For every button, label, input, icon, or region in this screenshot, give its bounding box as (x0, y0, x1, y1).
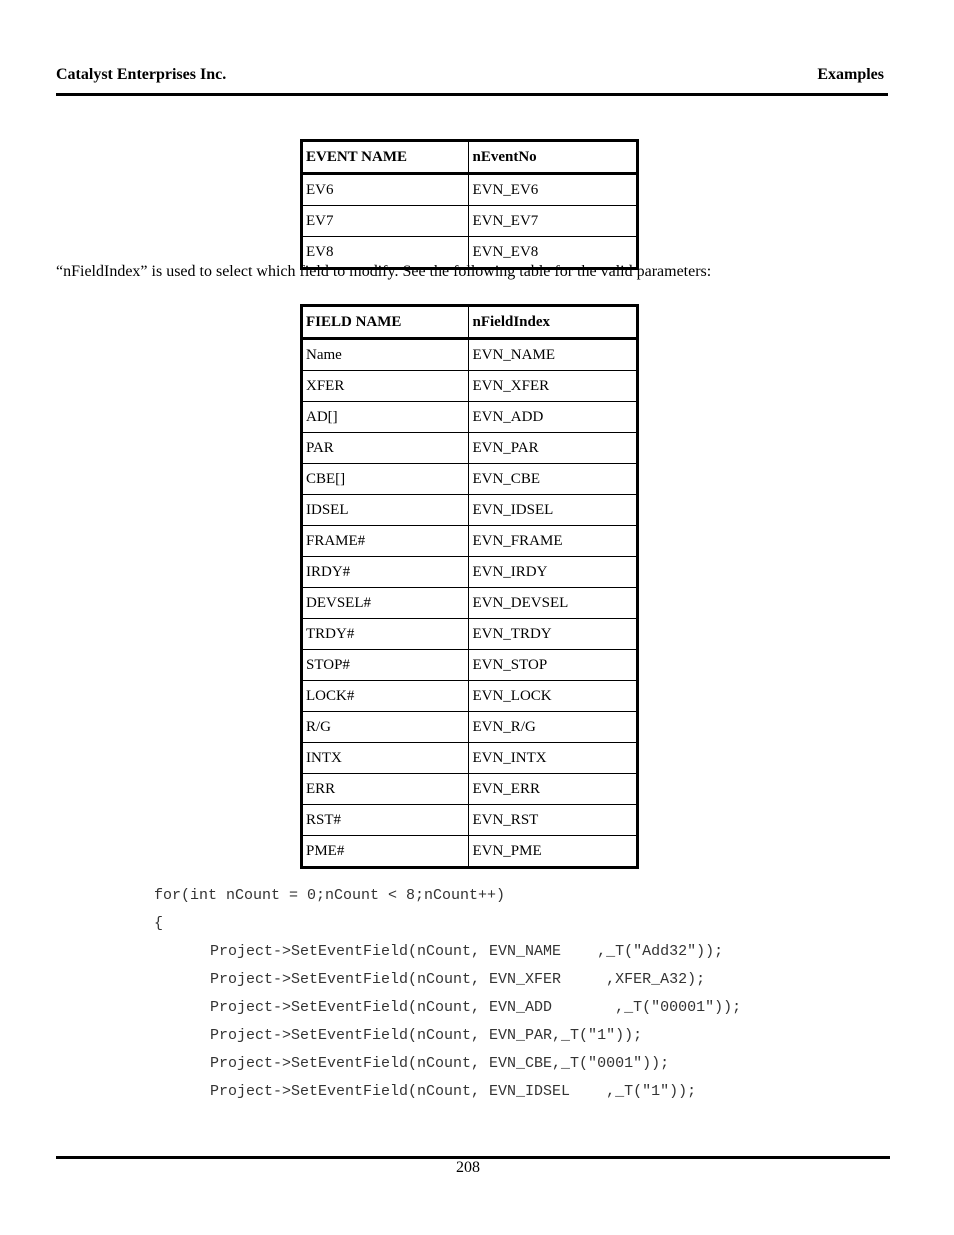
table-header-row (302, 141, 638, 174)
table-cell: ERR (302, 774, 469, 805)
table-row (302, 174, 638, 206)
table-row (302, 495, 638, 526)
table-cell: LOCK# (302, 681, 469, 712)
field-index-paragraph: “nFieldIndex” is used to select which field to modify. See the following table for the valid parameters: (56, 263, 712, 280)
table-cell: EVN_R/G (469, 712, 638, 743)
table-cell: EVN_LOCK (469, 681, 638, 712)
table-cell: EVN_IDSEL (469, 495, 638, 526)
table-row (302, 557, 638, 588)
page-number: 208 (456, 1159, 480, 1176)
table-cell: EVN_EV8 (469, 237, 638, 269)
table-cell: EVN_PME (469, 836, 638, 868)
code-line: Project->SetEventField(nCount, EVN_IDSEL ,_T("1")); (210, 1083, 697, 1100)
code-line: Project->SetEventField(nCount, EVN_XFER ,XFER_A32); (210, 971, 706, 988)
event-table (300, 139, 639, 270)
table-row (302, 464, 638, 495)
table-cell: PAR (302, 433, 469, 464)
code-line: Project->SetEventField(nCount, EVN_NAME ,_T("Add32")); (210, 943, 724, 960)
table-row (302, 774, 638, 805)
table-row (302, 805, 638, 836)
table-row (302, 619, 638, 650)
table-cell: EVN_FRAME (469, 526, 638, 557)
table-cell: AD[] (302, 402, 469, 433)
table-cell: EVN_INTX (469, 743, 638, 774)
table-header-row (302, 306, 638, 339)
table-cell: EVN_PAR (469, 433, 638, 464)
table-cell: EV6 (302, 174, 469, 206)
table-cell: STOP# (302, 650, 469, 681)
table-row (302, 836, 638, 868)
table-cell: EVN_XFER (469, 371, 638, 402)
table-cell: RST# (302, 805, 469, 836)
table-cell: EVN_NAME (469, 339, 638, 371)
table-cell: EVN_ADD (469, 402, 638, 433)
code-line: Project->SetEventField(nCount, EVN_PAR,_T("1")); (210, 1027, 643, 1044)
table-cell: EVN_CBE (469, 464, 638, 495)
table-row (302, 371, 638, 402)
table-cell: INTX (302, 743, 469, 774)
table-cell: TRDY# (302, 619, 469, 650)
column-header: EVENT NAME (302, 141, 469, 174)
table-row (302, 588, 638, 619)
table-cell: EVN_DEVSEL (469, 588, 638, 619)
table-cell: EVN_ERR (469, 774, 638, 805)
table-cell: EVN_STOP (469, 650, 638, 681)
table-cell: EVN_EV7 (469, 206, 638, 237)
table-row (302, 339, 638, 371)
table-row (302, 526, 638, 557)
table-row (302, 712, 638, 743)
column-header: FIELD NAME (302, 306, 469, 339)
code-line: for(int nCount = 0;nCount < 8;nCount++) (154, 887, 506, 904)
table-cell: FRAME# (302, 526, 469, 557)
table-cell: R/G (302, 712, 469, 743)
table-cell: DEVSEL# (302, 588, 469, 619)
table-cell: CBE[] (302, 464, 469, 495)
header-company: Catalyst Enterprises Inc. (56, 66, 227, 83)
table-cell: EVN_TRDY (469, 619, 638, 650)
table-cell: EV8 (302, 237, 469, 269)
table-cell: Name (302, 339, 469, 371)
table-cell: PME# (302, 836, 469, 868)
table-cell: XFER (302, 371, 469, 402)
table-row (302, 681, 638, 712)
column-header: nFieldIndex (469, 306, 638, 339)
table-cell: EVN_EV6 (469, 174, 638, 206)
table-cell: EVN_RST (469, 805, 638, 836)
table-row (302, 650, 638, 681)
code-line: Project->SetEventField(nCount, EVN_CBE,_T("0001")); (210, 1055, 670, 1072)
table-row (302, 206, 638, 237)
code-line: Project->SetEventField(nCount, EVN_ADD ,_T("00001")); (210, 999, 742, 1016)
table-cell: IDSEL (302, 495, 469, 526)
table-row (302, 433, 638, 464)
table-cell: EV7 (302, 206, 469, 237)
table-row (302, 402, 638, 433)
table-cell: EVN_IRDY (469, 557, 638, 588)
header-rule (56, 93, 888, 96)
code-line: { (154, 915, 164, 932)
column-header: nEventNo (469, 141, 638, 174)
field-table (300, 304, 639, 869)
header-section: Examples (817, 66, 884, 83)
table-row (302, 743, 638, 774)
table-cell: IRDY# (302, 557, 469, 588)
code-block (154, 882, 741, 1106)
